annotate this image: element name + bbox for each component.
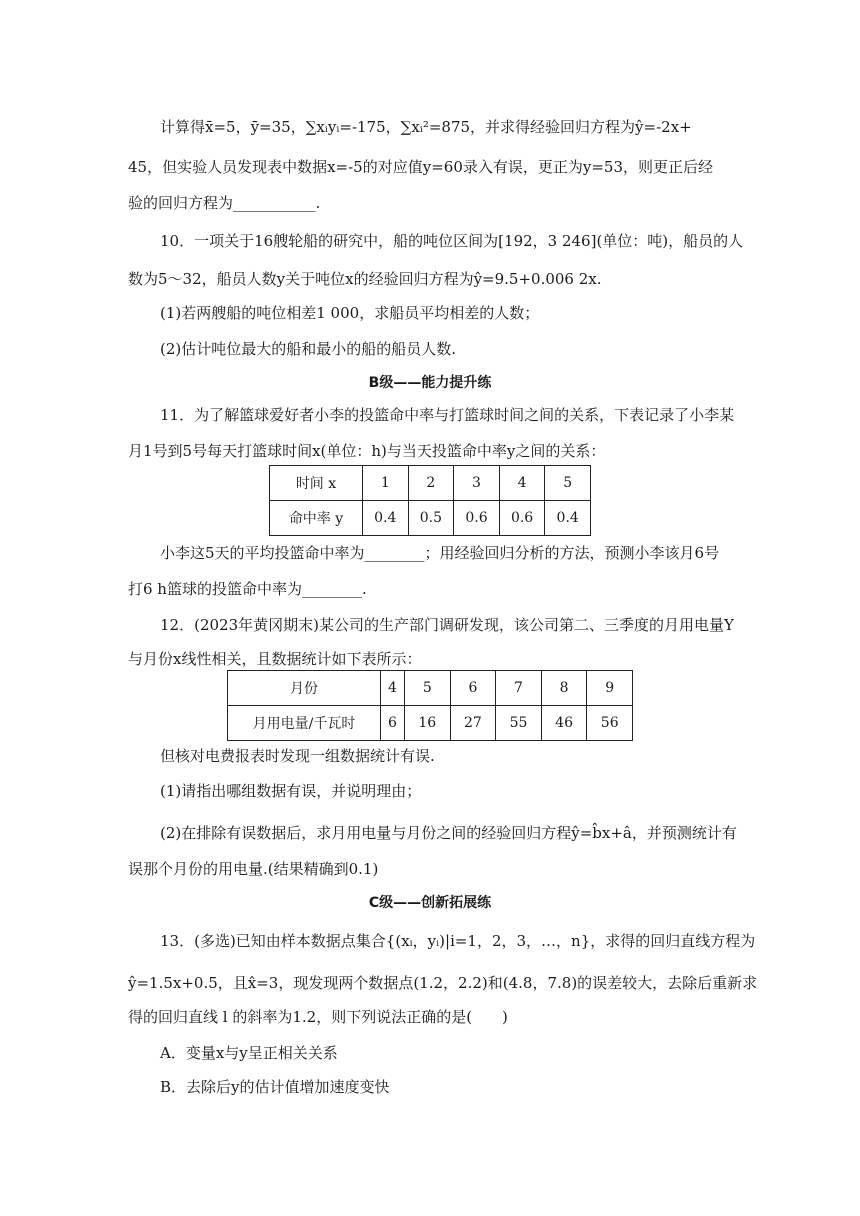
table-cell: 7 xyxy=(496,671,542,706)
table-cell: 4 xyxy=(381,671,405,706)
table-time-hitrate xyxy=(269,465,591,536)
table-cell: 55 xyxy=(496,706,542,741)
table-cell: 2 xyxy=(408,466,454,501)
text-line: ŷ=1.5x+0.5，且x̂=3，现发现两个数据点(1.2，2.2)和(4.8，7.8)的误差较大，去除后重新求 xyxy=(128,974,758,992)
table-header-cell: 月份 xyxy=(228,671,381,706)
text-line: (1)请指出哪组数据有误，并说明理由； xyxy=(160,782,422,800)
problem-12-text: 12．(2023年黄冈期末)某公司的生产部门调研发现，该公司第二、三季度的月用电量Y xyxy=(160,616,734,634)
table-cell: 4 xyxy=(499,466,545,501)
table-header-cell: 时间 x xyxy=(270,466,363,501)
table-cell: 8 xyxy=(541,671,587,706)
table-cell: 16 xyxy=(405,706,451,741)
table-header-cell: 月用电量/千瓦时 xyxy=(228,706,381,741)
table-cell: 3 xyxy=(454,466,500,501)
text-line: 数为5～32，船员人数y关于吨位x的经验回归方程为ŷ=9.5+0.006 2x. xyxy=(128,270,602,288)
text-line: 小李这5天的平均投篮命中率为________；用经验回归分析的方法，预测小李该月6号 xyxy=(160,544,720,562)
option-b: B．去除后y的估计值增加速度变快 xyxy=(160,1078,390,1096)
option-a: A．变量x与y呈正相关关系 xyxy=(160,1044,338,1062)
table-header-cell: 命中率 y xyxy=(270,501,363,536)
table-month-electricity xyxy=(227,670,633,741)
table-cell: 0.5 xyxy=(408,501,454,536)
table-row xyxy=(270,501,591,536)
table-cell: 5 xyxy=(405,671,451,706)
text-line: 打6 h篮球的投篮命中率为________. xyxy=(128,580,367,598)
table-cell: 0.6 xyxy=(499,501,545,536)
text-line: 计算得x̄=5，ȳ=35，∑xᵢyᵢ=-175，∑xᵢ²=875，并求得经验回归方程为ŷ=-2x+ xyxy=(160,118,692,136)
problem-11-text: 11．为了解篮球爱好者小李的投篮命中率与打篮球时间之间的关系，下表记录了小李某 xyxy=(160,406,735,424)
text-line: 误那个月份的用电量.(结果精确到0.1) xyxy=(128,860,379,878)
section-heading-c: C级——创新拓展练 xyxy=(368,895,492,911)
table-cell: 0.4 xyxy=(363,501,409,536)
problem-13-text: 13．(多选)已知由样本数据点集合{(xᵢ，yᵢ)|i=1，2，3，…，n}，求得的回归直线方程为 xyxy=(160,932,756,950)
table-cell: 56 xyxy=(587,706,633,741)
table-cell: 5 xyxy=(545,466,591,501)
text-line: (2)在排除有误数据后，求月用电量与月份之间的经验回归方程ŷ=b̂x+â，并预测统计有 xyxy=(160,824,737,842)
table-row xyxy=(228,671,633,706)
table-cell: 46 xyxy=(541,706,587,741)
text-line: (1)若两艘船的吨位相差1 000，求船员平均相差的人数； xyxy=(160,304,540,322)
table-cell: 27 xyxy=(450,706,496,741)
problem-10-text: 10．一项关于16艘轮船的研究中，船的吨位区间为[192，3 246](单位：吨)，船员的人 xyxy=(160,232,744,250)
text-line: (2)估计吨位最大的船和最小的船的船员人数. xyxy=(160,340,457,358)
text-line: 验的回归方程为___________. xyxy=(128,194,321,212)
table-row xyxy=(228,706,633,741)
text-line: 与月份x线性相关，且数据统计如下表所示： xyxy=(128,650,422,668)
text-line: 得的回归直线 l 的斜率为1.2，则下列说法正确的是( ) xyxy=(128,1008,508,1026)
table-cell: 0.4 xyxy=(545,501,591,536)
table-cell: 6 xyxy=(450,671,496,706)
text-line: 月1号到5号每天打篮球时间x(单位：h)与当天投篮命中率y之间的关系： xyxy=(128,442,606,460)
text-line: 但核对电费报表时发现一组数据统计有误. xyxy=(160,747,435,765)
table-cell: 9 xyxy=(587,671,633,706)
table-cell: 1 xyxy=(363,466,409,501)
section-heading-b: B级——能力提升练 xyxy=(368,375,492,391)
table-row xyxy=(270,466,591,501)
text-line: 45，但实验人员发现表中数据x=-5的对应值y=60录入有误，更正为y=53，则更正后经 xyxy=(128,158,713,176)
table-cell: 0.6 xyxy=(454,501,500,536)
table-cell: 6 xyxy=(381,706,405,741)
